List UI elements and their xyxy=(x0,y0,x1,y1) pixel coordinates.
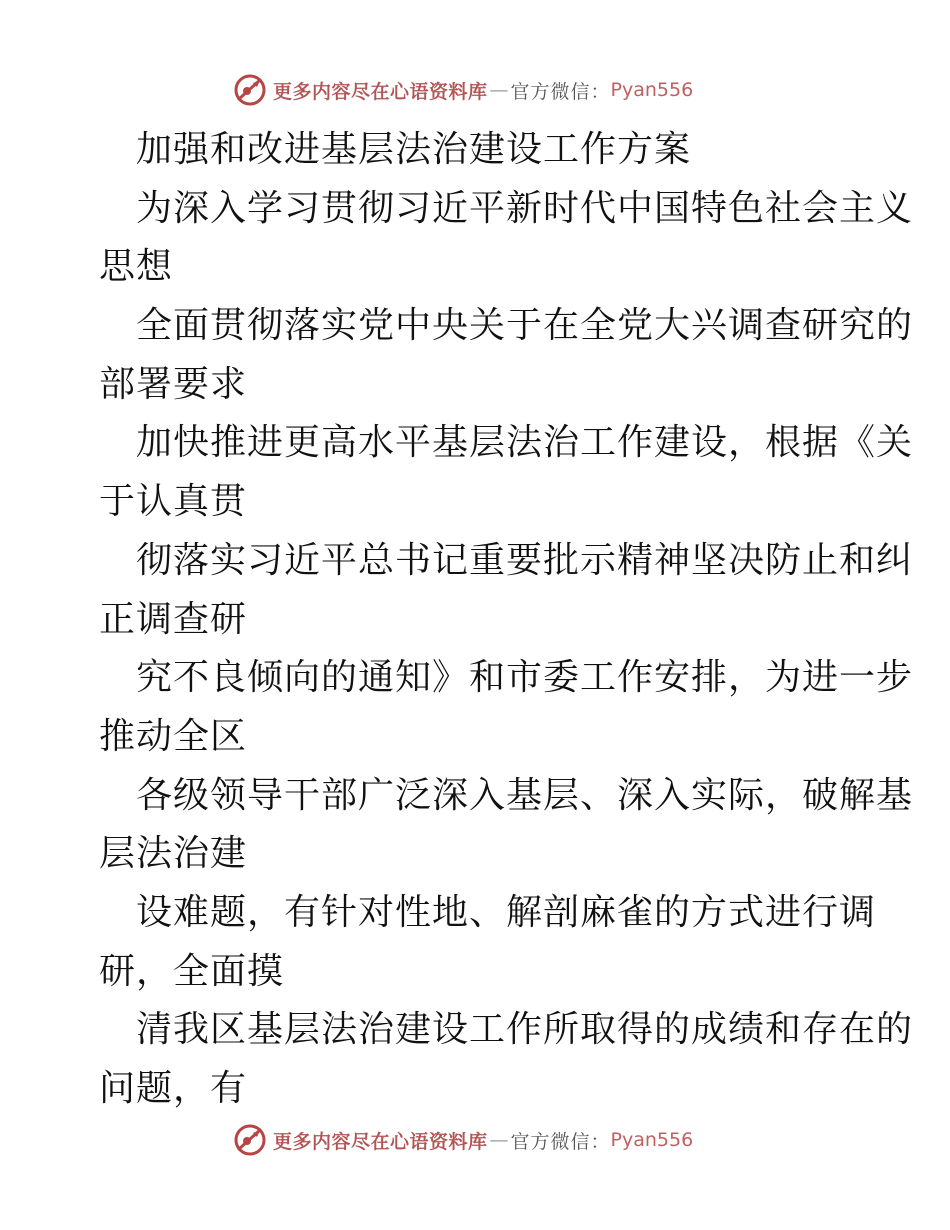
watermark-text: 更多内容尽在心语资料库 xyxy=(273,1130,488,1153)
watermark-official-label: 官方微信： xyxy=(510,80,611,103)
watermark-text: 更多内容尽在心语资料库 xyxy=(273,80,488,103)
text-line: 清我区基层法治建设工作所取得的成绩和存在的 xyxy=(136,1009,914,1051)
watermark-separator: — xyxy=(489,1129,509,1151)
text-line: 问题，有 xyxy=(99,1068,248,1109)
watermark-official-label: 官方微信： xyxy=(510,1130,611,1153)
watermark-wechat-id: Pyan556 xyxy=(610,79,694,101)
text-line: 层法治建 xyxy=(99,833,248,875)
watermark-wechat-id: Pyan556 xyxy=(610,1129,694,1151)
watermark-separator: — xyxy=(489,79,509,101)
text-line: 思想 xyxy=(99,246,174,288)
logo-icon xyxy=(233,1123,267,1157)
watermark-header xyxy=(233,73,693,107)
logo-icon xyxy=(233,73,267,107)
text-line: 加快推进更高水平基层法治工作建设，根据《关 xyxy=(136,422,914,464)
text-line: 为深入学习贯彻习近平新时代中国特色社会主义 xyxy=(136,187,914,229)
text-line: 部署要求 xyxy=(99,363,248,405)
document-title: 加强和改进基层法治建设工作方案 xyxy=(136,129,692,170)
text-line: 研，全面摸 xyxy=(99,950,285,992)
text-line: 于认真贯 xyxy=(99,481,248,523)
text-line: 彻落实习近平总书记重要批示精神坚决防止和纠 xyxy=(136,539,914,581)
document-body xyxy=(99,121,914,1119)
text-line: 正调查研 xyxy=(99,598,248,640)
text-line: 设难题，有针对性地、解剖麻雀的方式进行调 xyxy=(136,891,877,933)
text-line: 全面贯彻落实党中央关于在全党大兴调查研究的 xyxy=(136,305,914,347)
text-line: 推动全区 xyxy=(99,715,248,757)
text-line: 究不良倾向的通知》和市委工作安排，为进一步 xyxy=(136,657,914,699)
watermark-footer xyxy=(233,1123,693,1157)
text-line: 各级领导干部广泛深入基层、深入实际，破解基 xyxy=(136,774,914,816)
